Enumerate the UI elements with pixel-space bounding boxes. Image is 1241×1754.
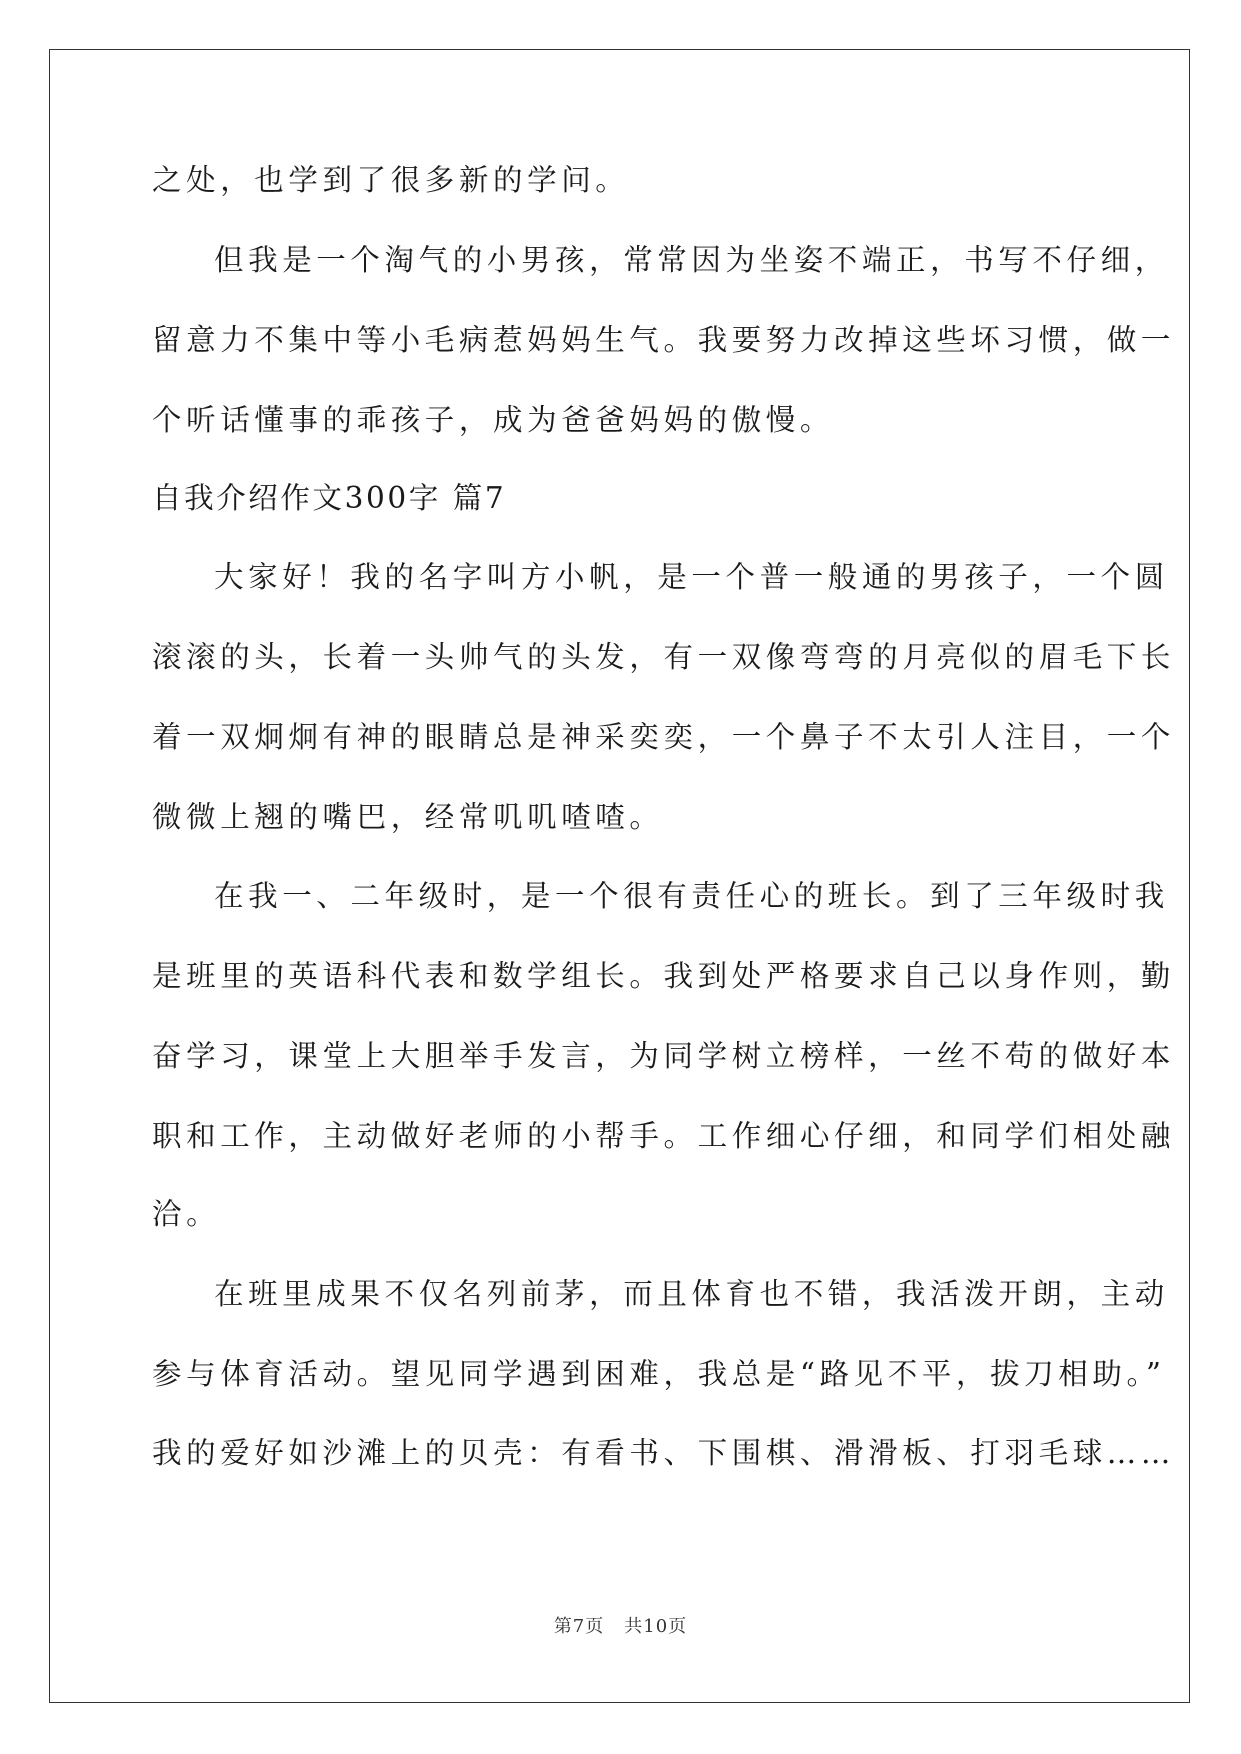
text-line: 奋学习，课堂上大胆举手发言，为同学树立榜样，一丝不苟的做好本 <box>152 1039 1176 1073</box>
page-number: 第7页 <box>553 1616 605 1637</box>
paragraph-start: 在班里成果不仅名列前茅，而且体育也不错，我活泼开朗，主动 <box>214 1277 1169 1311</box>
text-line: 我的爱好如沙滩上的贝壳：有看书、下围棋、滑滑板、打羽毛球…… <box>152 1436 1176 1470</box>
page-footer <box>0 1612 1241 1638</box>
text-line: 微微上翘的嘴巴，经常叽叽喳喳。 <box>152 800 664 834</box>
section-heading: 自我介绍作文300字 篇7 <box>152 481 507 515</box>
text-line: 参与体育活动。望见同学遇到困难，我总是“路见不平，拔刀相助。” <box>152 1357 1166 1391</box>
paragraph-start: 但我是一个淘气的小男孩，常常因为坐姿不端正，书写不仔细， <box>214 243 1169 277</box>
page-total: 共10页 <box>624 1616 688 1637</box>
text-line: 之处，也学到了很多新的学问。 <box>152 163 630 197</box>
paragraph-start: 大家好！我的名字叫方小帆，是一个普一般通的男孩子，一个圆 <box>214 560 1169 594</box>
paragraph-start: 在我一、二年级时，是一个很有责任心的班长。到了三年级时我 <box>214 879 1169 913</box>
text-line: 着一双炯炯有神的眼睛总是神采奕奕，一个鼻子不太引人注目，一个 <box>152 720 1176 754</box>
text-line: 个听话懂事的乖孩子，成为爸爸妈妈的傲慢。 <box>152 403 835 437</box>
text-line: 滚滚的头，长着一头帅气的头发，有一双像弯弯的月亮似的眉毛下长 <box>152 640 1176 674</box>
text-line: 职和工作，主动做好老师的小帮手。工作细心仔细，和同学们相处融 <box>152 1119 1176 1153</box>
text-line: 洽。 <box>152 1197 221 1231</box>
text-line: 是班里的英语科代表和数学组长。我到处严格要求自己以身作则，勤 <box>152 959 1176 993</box>
text-line: 留意力不集中等小毛病惹妈妈生气。我要努力改掉这些坏习惯，做一 <box>152 323 1176 357</box>
